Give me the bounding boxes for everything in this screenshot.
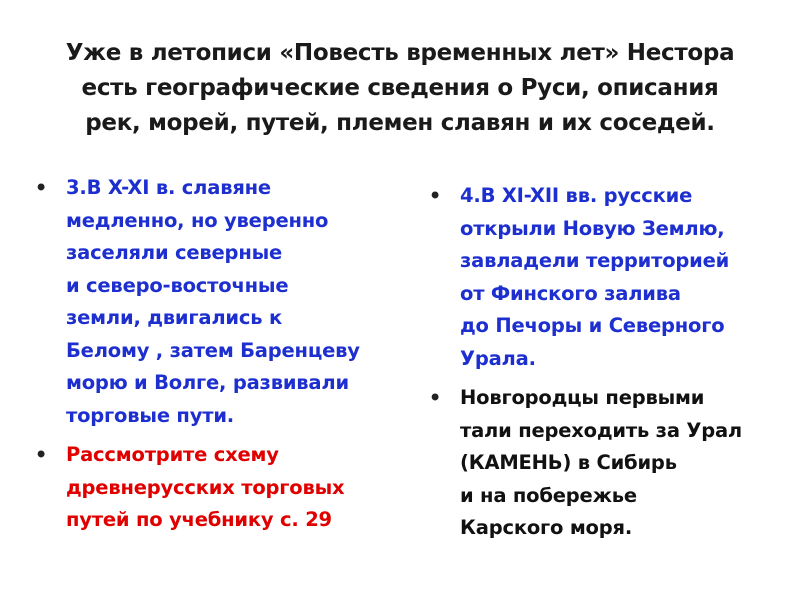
text-line: медленно, но уверенно bbox=[66, 208, 329, 232]
text-line: путей по учебнику с. 29 bbox=[66, 508, 332, 531]
right-column bbox=[428, 180, 788, 552]
text-line: Рассмотрите схему bbox=[66, 443, 279, 466]
text-line: Белому , затем Баренцеву bbox=[66, 338, 360, 362]
text-line: Новгородцы первыми bbox=[460, 386, 705, 409]
title-line: Уже в летописи «Повесть временных лет» Нестора bbox=[65, 40, 735, 66]
text-line: торговые пути. bbox=[66, 403, 234, 427]
bullet-item-novgorod bbox=[428, 382, 788, 545]
text-line: древнерусских торговых bbox=[66, 475, 345, 499]
text-line: 4.В XI-XII вв. русские bbox=[460, 184, 693, 207]
text-line: Урала. bbox=[460, 346, 536, 370]
right-bullet-list bbox=[428, 180, 788, 545]
bullet-item-task bbox=[34, 439, 394, 537]
text-line: открыли Новую Землю, bbox=[460, 216, 725, 240]
left-column bbox=[34, 172, 394, 544]
text-line: завладели территорией bbox=[460, 249, 730, 272]
bullet-icon: • bbox=[34, 176, 48, 199]
slide-title bbox=[40, 36, 760, 141]
text-line: (КАМЕНЬ) в Сибирь bbox=[460, 451, 677, 474]
bullet-item-settlement bbox=[34, 172, 394, 432]
text-line: Карского моря. bbox=[460, 516, 633, 539]
bullet-item-discoveries bbox=[428, 180, 788, 375]
text-line: 3.В X-XI в. славяне bbox=[66, 176, 271, 199]
text-line: и северо-восточные bbox=[66, 273, 289, 297]
text-line: земли, двигались к bbox=[66, 306, 282, 329]
left-bullet-list bbox=[34, 172, 394, 537]
text-line: морю и Волге, развивали bbox=[66, 371, 349, 394]
bullet-icon: • bbox=[34, 443, 48, 466]
text-line: тали переходить за Урал bbox=[460, 418, 742, 442]
title-line: есть географические сведения о Руси, описания bbox=[81, 75, 719, 101]
bullet-icon: • bbox=[428, 386, 442, 409]
text-line: заселяли северные bbox=[66, 241, 283, 264]
text-line: от Финского залива bbox=[460, 281, 681, 305]
text-line: и на побережье bbox=[460, 483, 637, 507]
title-line: рек, морей, путей, племен славян и их соседей. bbox=[85, 110, 715, 136]
text-line: до Печоры и Северного bbox=[460, 314, 725, 337]
bullet-icon: • bbox=[428, 184, 442, 207]
